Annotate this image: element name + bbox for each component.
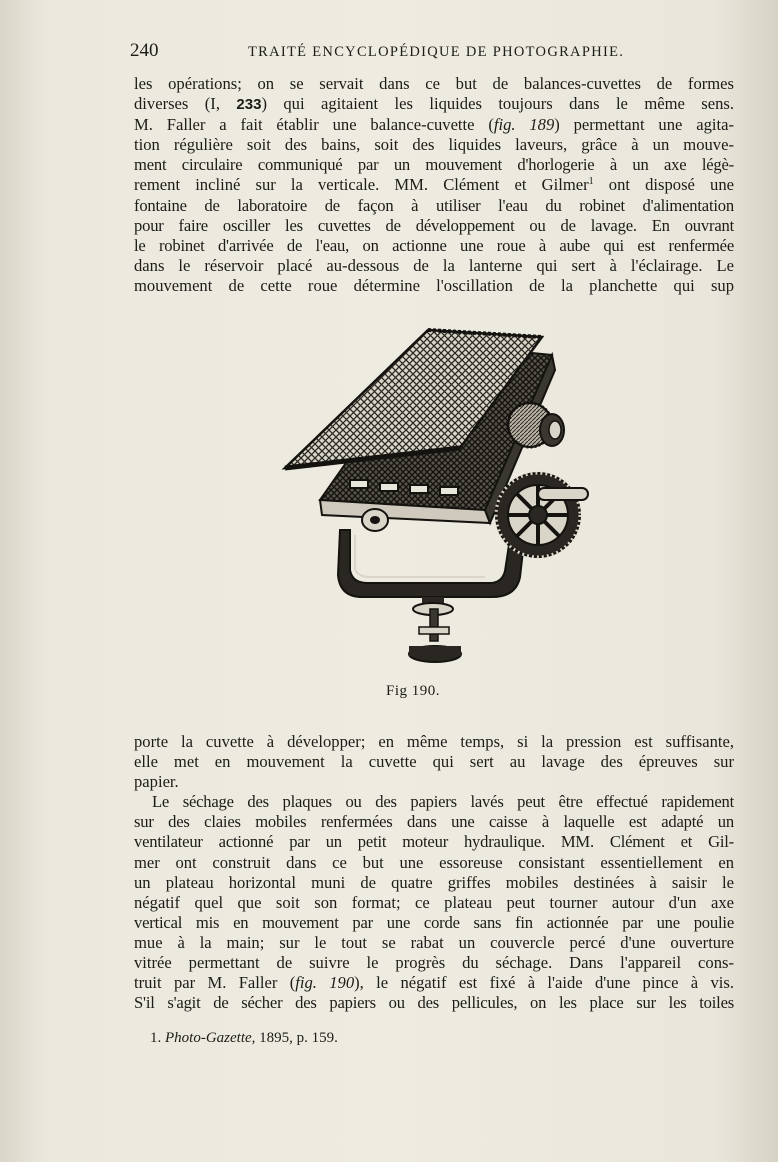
bottom-text xyxy=(134,732,734,1013)
text-line: M. Faller a fait établir une balance-cuvette (fig. 189) permettant une agita- xyxy=(134,115,734,135)
running-title: TRAITÉ ENCYCLOPÉDIQUE DE PHOTOGRAPHIE. xyxy=(248,44,625,60)
footnote-number: 1. xyxy=(150,1030,162,1046)
text-line: les opérations; on se servait dans ce but de balances-cuvettes de formes xyxy=(134,74,734,93)
text-line: S'il s'agit de sécher des papiers ou des pellicules, on les place sur les toiles xyxy=(134,993,734,1013)
text-line: vitrée permettant de suivre le progrès du séchage. Dans l'appareil cons- xyxy=(134,953,734,973)
page-header xyxy=(130,40,735,66)
text-line: tion régulière soit des bains, soit des liquides laveurs, grâce à un mouve- xyxy=(134,135,734,155)
text-line: un plateau horizontal muni de quatre griffes mobiles destinées à saisir le xyxy=(134,872,734,892)
text-line: mue à la main; sur le tout se rabat un couvercle percé d'une ouverture xyxy=(134,932,734,952)
drying-rack-engraving xyxy=(280,325,600,670)
text-line: diverses (I, 233) qui agitaient les liquides toujours dans le même sens. xyxy=(134,94,735,114)
figure-reference: fig. 190 xyxy=(295,973,355,993)
text-line: Le séchage des plaques ou des papiers lavés peut être effectué rapidement xyxy=(152,792,734,812)
text-line: vertical mis en mouvement par une corde sans fin actionnée par une poulie xyxy=(134,912,734,932)
figure-190-illustration xyxy=(280,325,600,670)
text-line: mer ont construit dans ce but une essoreuse consistant essentiellement en xyxy=(134,852,734,872)
footnote xyxy=(150,1030,338,1047)
text-line: elle met en mouvement la cuvette qui sert au lavage des épreuves sur xyxy=(134,752,734,772)
text-line: truit par M. Faller (fig. 190), le négatif est fixé à l'aide d'une pince à vis. xyxy=(134,973,734,993)
text-line: ventilateur actionné par un petit moteur hydraulique. MM. Clément et Gil- xyxy=(134,832,734,852)
footnote-source: Photo-Gazette, xyxy=(165,1030,256,1046)
text-line: négatif quel que soit son format; ce plateau peut tourner autour d'un axe xyxy=(134,892,734,912)
text-line: dans le réservoir placé au-dessous de la lanterne qui sert à l'éclairage. Le xyxy=(134,255,734,275)
volume-reference: 233 xyxy=(236,96,262,114)
text-line: le robinet d'arrivée de l'eau, on actionne une roue à aube qui est renfermée xyxy=(134,235,734,255)
page-number: 240 xyxy=(130,40,159,61)
text-line: rement incliné sur la verticale. MM. Clément et Gilmer$^1$ ont disposé une xyxy=(134,175,734,195)
figure-reference: fig. 189 xyxy=(493,115,555,135)
text-line: papier. xyxy=(134,772,179,792)
text-line: porte la cuvette à développer; en même temps, si la pression est suffisante, xyxy=(134,732,734,751)
text-line: sur des claies mobiles renfermées dans une caisse à laquelle est adapté un xyxy=(134,812,734,832)
top-paragraph xyxy=(134,74,734,296)
footnote-details: 1895, p. 159. xyxy=(259,1030,338,1046)
text-line: fontaine de laboratoire de façon à utiliser l'eau du robinet d'alimentation xyxy=(134,195,734,215)
text-line: pour faire osciller les cuvettes de développement ou de lavage. En ouvrant xyxy=(134,215,734,235)
footnote-marker: 1 xyxy=(588,176,594,188)
text-line: mouvement de cette roue détermine l'oscillation de la planchette qui sup xyxy=(134,275,734,295)
text-line: ment circulaire communiqué par un mouvement d'horlogerie à un axe légè- xyxy=(134,155,734,175)
figure-caption: Fig 190. xyxy=(385,683,440,699)
